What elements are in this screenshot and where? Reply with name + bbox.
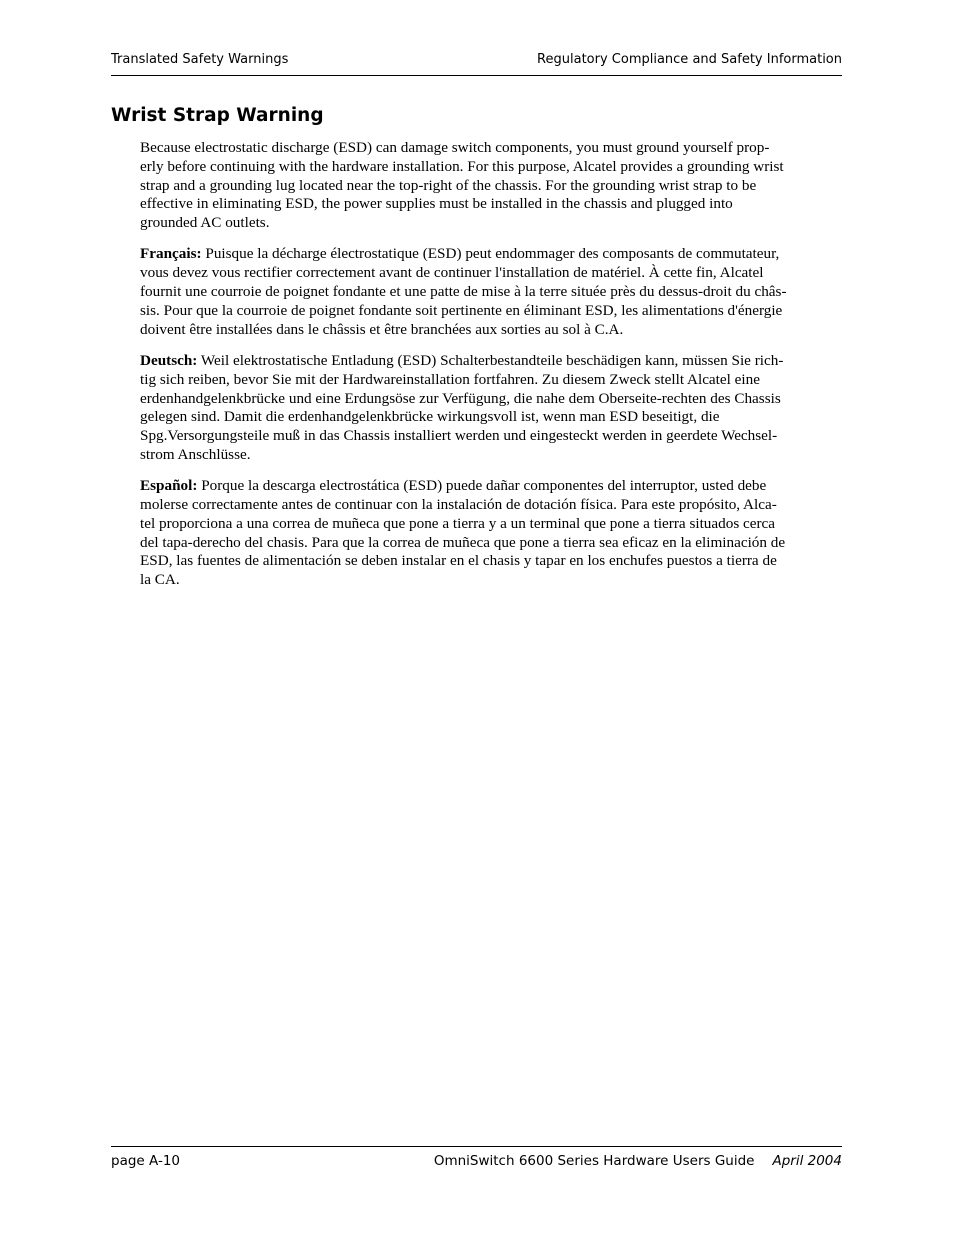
page-footer <box>111 1146 842 1177</box>
publication-date: April 2004 <box>772 1153 842 1169</box>
text-line: effective in eliminating ESD, the power supplies must be installed in the chassis and plugged into <box>140 195 733 213</box>
text-line: strom Anschlüsse. <box>140 445 251 463</box>
header-section-title: Translated Safety Warnings <box>111 52 289 67</box>
language-label: Deutsch: <box>140 351 198 369</box>
page-number: page A-10 <box>111 1153 180 1169</box>
text-line: Because electrostatic discharge (ESD) can damage switch components, you must ground yourself prop- <box>140 139 770 156</box>
text-line: erdenhandgelenkbrücke und eine Erdungsöse zur Verfügung, die nahe dem Oberseite-rechten des Chassis <box>140 389 781 407</box>
text-line: molerse correctamente antes de continuar con la instalación de dotación física. Para este propósito, Alca- <box>140 496 777 514</box>
text-line: fournit une courroie de poignet fondante et une patte de mise à la terre située près du dessus-droit du châs- <box>140 283 787 301</box>
text-line: Weil elektrostatische Entladung (ESD) Schalterbestandteile beschädigen kann, müssen Sie rich- <box>197 351 784 369</box>
warning-body <box>140 139 840 603</box>
text-line: grounded AC outlets. <box>140 214 270 232</box>
text-line: tel proporciona a una correa de muñeca que pone a tierra y a un terminal que pone a tierra situados cerca <box>140 514 776 532</box>
text-line: strap and a grounding lug located near the top-right of the chassis. For the grounding wrist strap to be <box>140 176 757 194</box>
text-line: vous devez vous rectifier correctement avant de continuer l'installation de matériel. À cette fin, Alcatel <box>140 264 764 282</box>
header-chapter-title: Regulatory Compliance and Safety Information <box>537 52 842 67</box>
text-line: sis. Pour que la courroie de poignet fondante soit pertinente en éliminant ESD, les alimentations d'énergie <box>140 301 783 319</box>
text-line: gelegen sind. Damit die erdenhandgelenkbrücke wirkungsvoll ist, wenn man ESD beseitigt, die <box>140 408 720 426</box>
text-line: erly before continuing with the hardware installation. For this purpose, Alcatel provides a grounding wrist <box>140 157 784 175</box>
text-line: Spg.Versorgungsteile muß in das Chassis installiert werden und eingesteckt werden in geerdete Wechsel- <box>140 427 778 445</box>
footer-guide-info <box>434 1153 842 1169</box>
paragraph-french <box>140 245 840 339</box>
paragraph-spanish <box>140 477 840 590</box>
text-line: del tapa-derecho del chasis. Para que la correa de muñeca que pone a tierra sea eficaz en la eliminación de <box>140 533 786 551</box>
text-line: tig sich reiben, bevor Sie mit der Hardwareinstallation fortfahren. Zu diesem Zweck stellt Alcatel eine <box>140 370 760 388</box>
text-line: ESD, las fuentes de alimentación se deben instalar en el chasis y tapar en los enchufes puestos a tierra de <box>140 552 777 570</box>
text-line: Porque la descarga electrostática (ESD) puede dañar componentes del interruptor, usted debe <box>197 477 767 495</box>
paragraph-german <box>140 352 840 465</box>
guide-title: OmniSwitch 6600 Series Hardware Users Guide <box>433 1153 755 1169</box>
text-line: Puisque la décharge électrostatique (ESD) peut endommager des composants de commutateur, <box>201 245 780 263</box>
language-label: Español: <box>140 477 198 495</box>
page-header <box>111 50 842 76</box>
text-line: doivent être installées dans le châssis et être branchées aux sorties au sol à C.A. <box>140 320 624 338</box>
paragraph-english <box>140 139 840 233</box>
section-heading: Wrist Strap Warning <box>111 105 324 126</box>
text-line: la CA. <box>140 571 180 589</box>
language-label: Français: <box>140 245 202 263</box>
